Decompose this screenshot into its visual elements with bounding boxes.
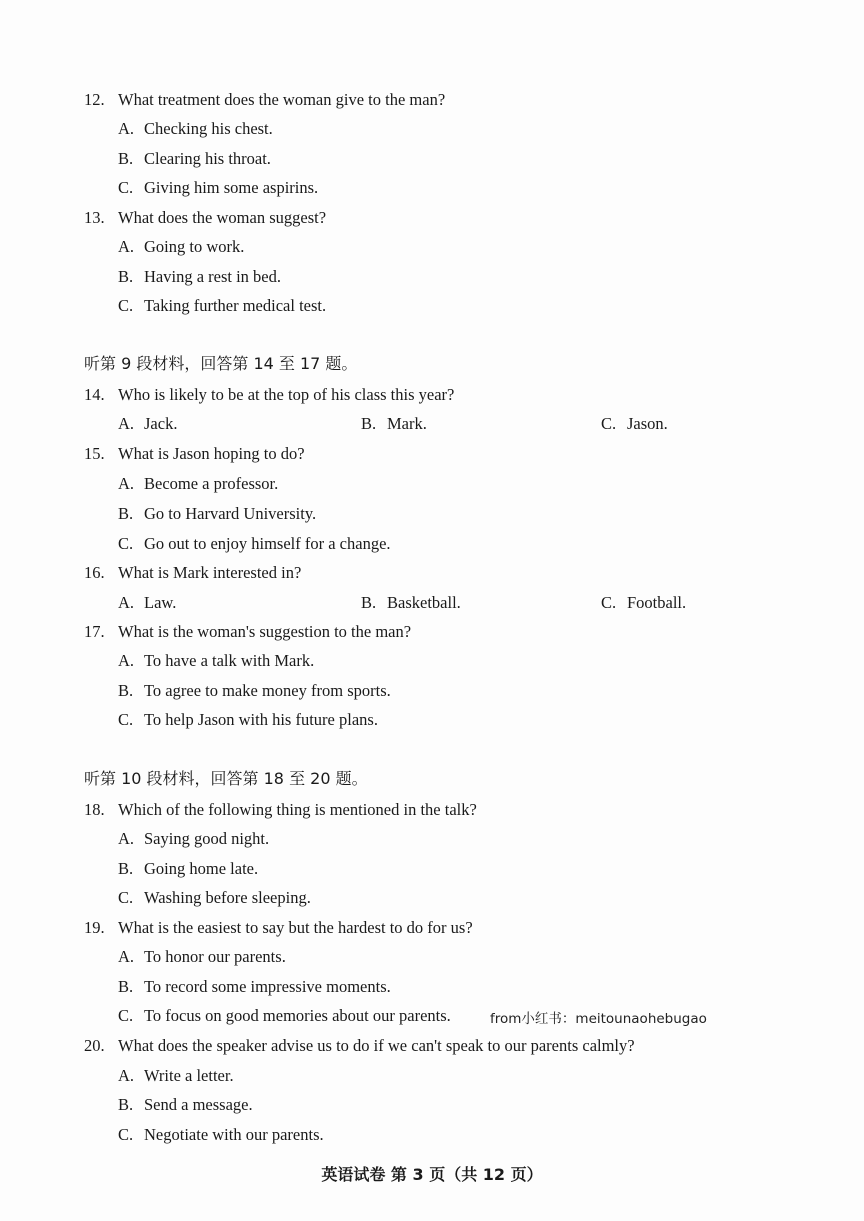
option-15c — [118, 534, 391, 554]
option-text: Send a message. — [144, 1095, 253, 1114]
option-text: Going home late. — [144, 859, 259, 878]
option-text: Jason. — [627, 414, 668, 433]
option-text: Checking his chest. — [144, 119, 273, 138]
option-letter: A. — [118, 1066, 135, 1085]
option-18a — [118, 829, 269, 849]
options-14 — [118, 414, 818, 434]
options-16 — [118, 593, 818, 613]
option-letter: B. — [118, 977, 134, 996]
option-letter: B. — [118, 149, 134, 168]
option-text: Mark. — [387, 414, 427, 433]
option-letter: A. — [118, 593, 135, 612]
question-number: 20. — [84, 1036, 105, 1055]
option-16b — [361, 593, 461, 613]
question-text: What does the woman suggest? — [118, 208, 327, 227]
option-letter: B. — [118, 681, 134, 700]
option-letter: C. — [601, 414, 617, 433]
question-17 — [84, 622, 411, 642]
option-16a — [118, 593, 176, 613]
question-number: 14. — [84, 385, 105, 404]
option-13c — [118, 296, 326, 316]
option-text: To focus on good memories about our parents. — [144, 1006, 451, 1025]
question-number: 15. — [84, 444, 105, 463]
option-text: Write a letter. — [144, 1066, 234, 1085]
question-12 — [84, 90, 445, 110]
option-text: Going to work. — [144, 237, 245, 256]
option-text: Having a rest in bed. — [144, 267, 282, 286]
question-18 — [84, 800, 477, 820]
option-letter: A. — [118, 651, 135, 670]
option-12a — [118, 119, 273, 139]
option-letter: C. — [118, 534, 134, 553]
question-text: What is Mark interested in? — [118, 563, 302, 582]
option-letter: C. — [118, 178, 134, 197]
question-15 — [84, 444, 305, 464]
option-letter: A. — [118, 829, 135, 848]
question-13 — [84, 208, 326, 228]
question-text: Which of the following thing is mentioned in the talk? — [118, 800, 477, 819]
section-heading-9: 听第 9 段材料，回答第 14 至 17 题。 — [84, 354, 358, 373]
question-text: What is Jason hoping to do? — [118, 444, 305, 463]
option-letter: C. — [118, 1006, 134, 1025]
option-12b — [118, 149, 271, 169]
option-text: Taking further medical test. — [144, 296, 327, 315]
question-number: 18. — [84, 800, 105, 819]
option-18c — [118, 888, 311, 908]
option-12c — [118, 178, 318, 198]
option-letter: B. — [361, 593, 377, 612]
question-16 — [84, 563, 301, 583]
page-footer: 英语试卷 第 3 页（共 12 页） — [321, 1165, 543, 1184]
option-letter: B. — [361, 414, 377, 433]
section-heading-10: 听第 10 段材料，回答第 18 至 20 题。 — [84, 769, 368, 788]
option-17a — [118, 651, 314, 671]
option-text: Jack. — [144, 414, 178, 433]
option-text: Saying good night. — [144, 829, 270, 848]
option-text: Go to Harvard University. — [144, 504, 317, 523]
option-letter: B. — [118, 504, 134, 523]
option-letter: B. — [118, 1095, 134, 1114]
option-letter: C. — [118, 296, 134, 315]
option-text: To have a talk with Mark. — [144, 651, 315, 670]
option-text: Law. — [144, 593, 177, 612]
option-letter: C. — [118, 1125, 134, 1144]
option-14a — [118, 414, 177, 434]
question-text: What is the woman's suggestion to the man? — [118, 622, 412, 641]
option-19a — [118, 947, 286, 967]
option-letter: A. — [118, 947, 135, 966]
option-18b — [118, 859, 258, 879]
question-14 — [84, 385, 454, 405]
option-14b — [361, 414, 427, 434]
question-19 — [84, 918, 473, 938]
option-15b — [118, 504, 316, 524]
option-16c — [601, 593, 686, 613]
option-letter: C. — [118, 888, 134, 907]
question-number: 17. — [84, 622, 105, 641]
option-17b — [118, 681, 391, 701]
question-number: 16. — [84, 563, 105, 582]
option-text: Negotiate with our parents. — [144, 1125, 324, 1144]
option-letter: A. — [118, 119, 135, 138]
option-20a — [118, 1066, 234, 1086]
option-17c — [118, 710, 378, 730]
watermark-text: from小红书：meitounaohebugao — [490, 1011, 707, 1027]
question-number: 19. — [84, 918, 105, 937]
option-letter: A. — [118, 474, 135, 493]
option-letter: B. — [118, 267, 134, 286]
question-number: 13. — [84, 208, 105, 227]
option-text: Basketball. — [387, 593, 461, 612]
option-13b — [118, 267, 281, 287]
question-text: What is the easiest to say but the hardest to do for us? — [118, 918, 473, 937]
question-20 — [84, 1036, 635, 1056]
option-text: To help Jason with his future plans. — [144, 710, 378, 729]
option-20c — [118, 1125, 324, 1145]
question-text: What does the speaker advise us to do if we can't speak to our parents calmly? — [118, 1036, 635, 1055]
option-text: To agree to make money from sports. — [144, 681, 391, 700]
option-text: To record some impressive moments. — [144, 977, 391, 996]
option-19c — [118, 1006, 451, 1026]
option-text: To honor our parents. — [144, 947, 286, 966]
option-letter: B. — [118, 859, 134, 878]
question-text: Who is likely to be at the top of his class this year? — [118, 385, 455, 404]
option-14c — [601, 414, 668, 434]
option-text: Go out to enjoy himself for a change. — [144, 534, 391, 553]
option-13a — [118, 237, 244, 257]
option-text: Become a professor. — [144, 474, 279, 493]
option-letter: A. — [118, 237, 135, 256]
option-text: Giving him some aspirins. — [144, 178, 319, 197]
option-19b — [118, 977, 391, 997]
option-20b — [118, 1095, 253, 1115]
option-15a — [118, 474, 278, 494]
option-letter: C. — [601, 593, 617, 612]
option-letter: A. — [118, 414, 135, 433]
question-text: What treatment does the woman give to the man? — [118, 90, 446, 109]
option-text: Football. — [627, 593, 687, 612]
question-number: 12. — [84, 90, 105, 109]
option-text: Clearing his throat. — [144, 149, 271, 168]
option-text: Washing before sleeping. — [144, 888, 311, 907]
option-letter: C. — [118, 710, 134, 729]
